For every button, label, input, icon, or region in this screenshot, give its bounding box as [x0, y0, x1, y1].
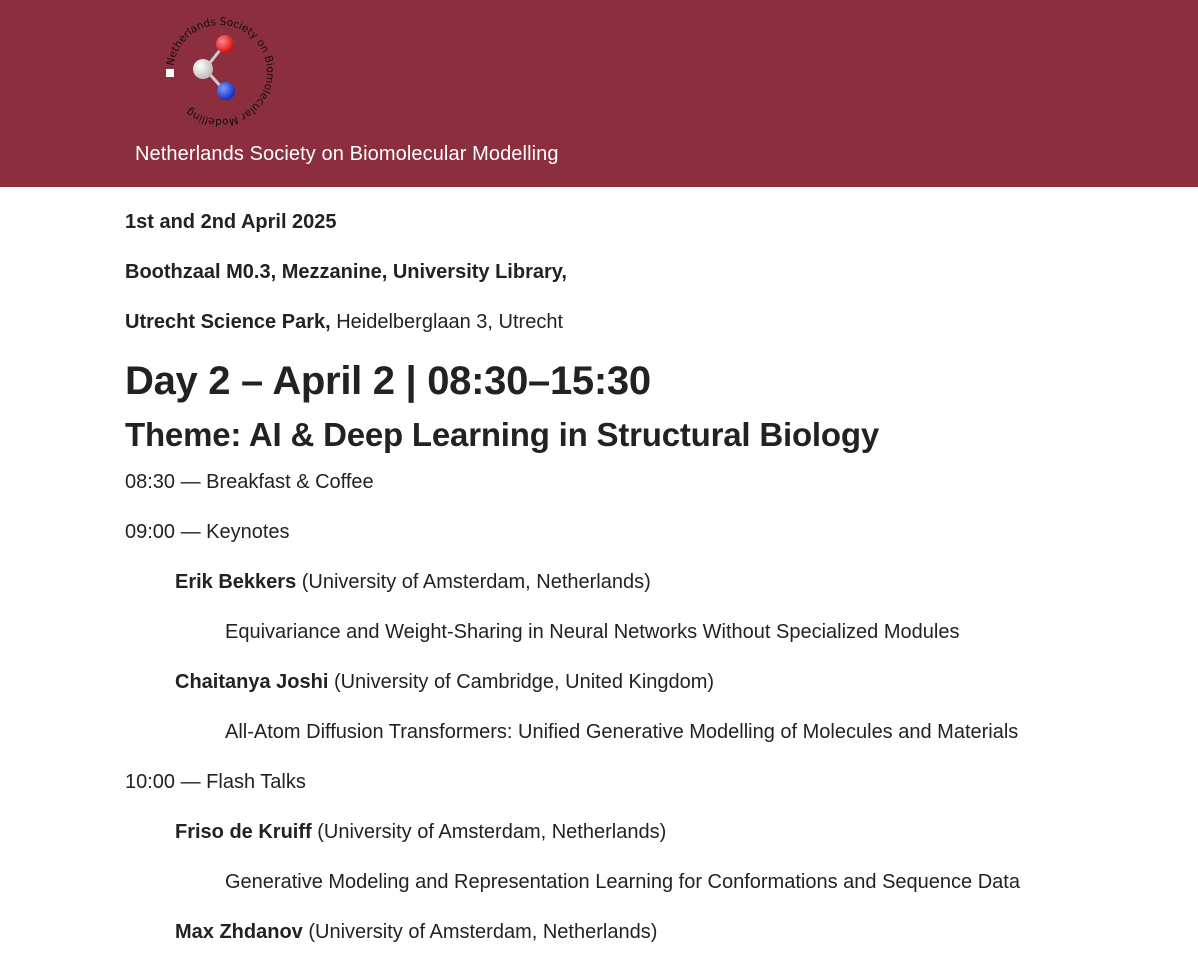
talk-title: Equivariance and Weight-Sharing in Neural Networks Without Specialized Modules — [225, 621, 960, 643]
logo-square-mark — [166, 69, 174, 77]
talk-title: All-Atom Diffusion Transformers: Unified Generative Modelling of Molecules and Materials — [225, 721, 1019, 743]
speaker-entry — [175, 670, 714, 694]
speaker-entry — [175, 920, 657, 944]
white-atom-icon — [193, 59, 213, 79]
day-title: Day 2 – April 2 | 08:30–15:30 — [125, 359, 651, 403]
speaker-name: Erik Bekkers — [175, 571, 297, 593]
street-address: Heidelberglaan 3, Utrecht — [330, 311, 564, 333]
schedule-breakfast: 08:30 — Breakfast & Coffee — [125, 471, 374, 493]
speaker-affiliation: (University of Amsterdam, Netherlands) — [311, 821, 667, 843]
event-address — [125, 310, 563, 334]
schedule-flash-talks: 10:00 — Flash Talks — [125, 771, 306, 793]
society-logo[interactable] — [160, 12, 280, 132]
theme-heading: Theme: AI & Deep Learning in Structural Biology — [125, 416, 879, 453]
speaker-affiliation: (University of Cambridge, United Kingdom) — [328, 671, 715, 693]
speaker-name: Max Zhdanov — [175, 921, 303, 943]
site-title[interactable]: Netherlands Society on Biomolecular Modelling — [135, 143, 559, 165]
site-header — [0, 0, 1198, 187]
blue-atom-icon — [217, 82, 235, 100]
speaker-name: Friso de Kruiff — [175, 821, 312, 843]
speaker-entry — [175, 570, 651, 594]
campus-name: Utrecht Science Park, — [125, 311, 331, 333]
schedule-keynotes: 09:00 — Keynotes — [125, 521, 290, 543]
speaker-entry — [175, 820, 666, 844]
speaker-affiliation: (University of Amsterdam, Netherlands) — [296, 571, 651, 593]
red-atom-icon — [216, 35, 234, 53]
logo-ring-text: Netherlands Society on Biomolecular Modelling — [164, 15, 277, 129]
event-dates: 1st and 2nd April 2025 — [125, 211, 337, 233]
event-venue: Boothzaal M0.3, Mezzanine, University Library, — [125, 261, 567, 283]
speaker-name: Chaitanya Joshi — [175, 671, 329, 693]
talk-title: Generative Modeling and Representation Learning for Conformations and Sequence Data — [225, 871, 1020, 893]
speaker-affiliation: (University of Amsterdam, Netherlands) — [302, 921, 658, 943]
